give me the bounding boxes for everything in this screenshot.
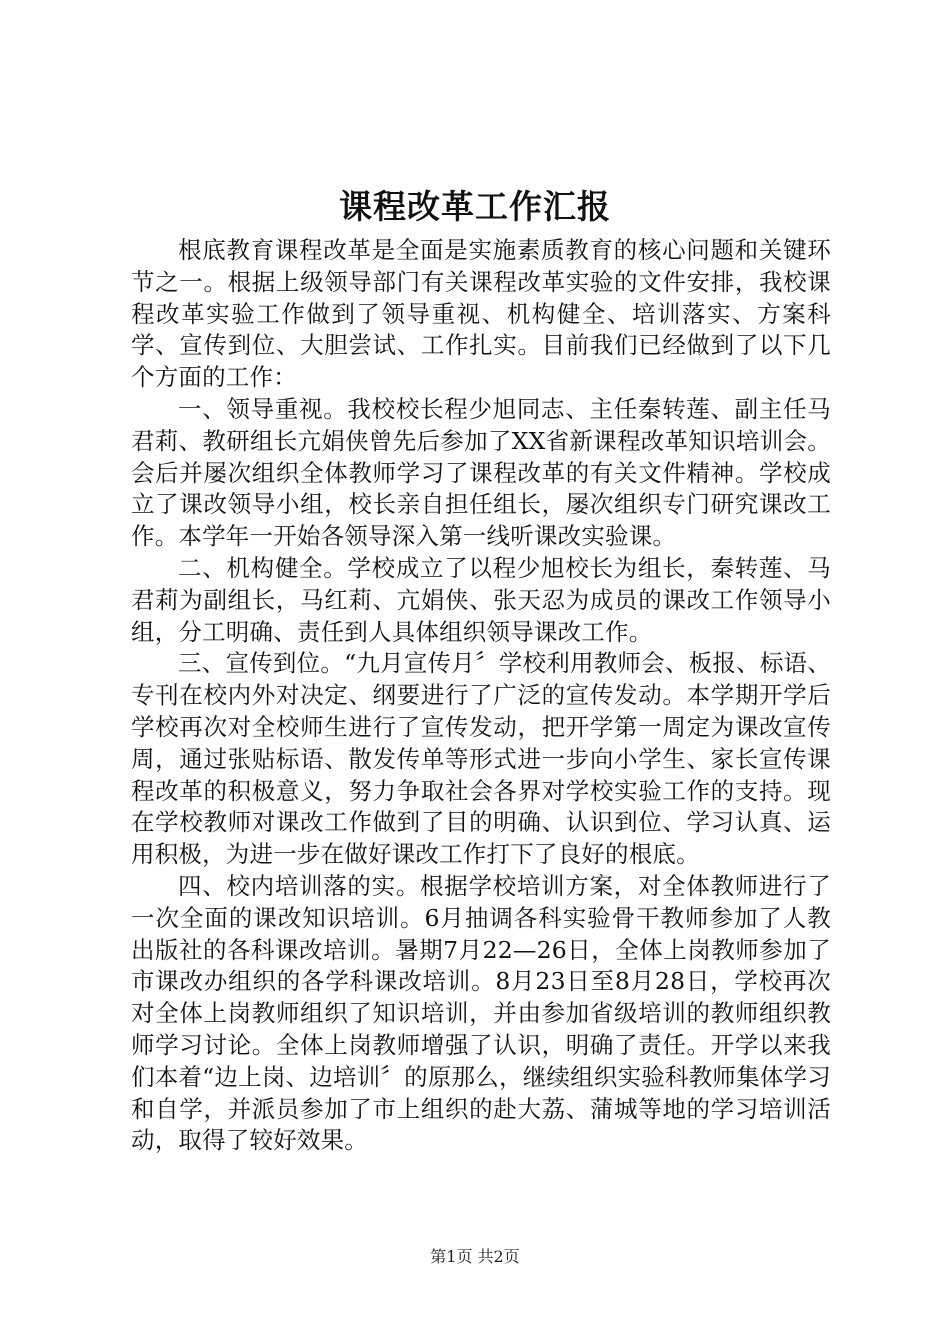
paragraph-intro: 根底教育课程改革是全面是实施素质教育的核心问题和关键环节之一。根据上级领导部门有关课程改革实验的文件安排，我校课程改革实验工作做到了领导重视、机构健全、培训落实、方案科学、宣传到位、大胆尝试、工作扎实。目前我们已经做到了以下几个方面的工作： <box>131 236 831 392</box>
paragraph-publicity: 三、宣传到位。“九月宣传月〞学校利用教师会、板报、标语、专刊在校内外对决定、纲要进行了广泛的宣传发动。本学期开学后学校再次对全校师生进行了宣传发动，把开学第一周定为课改宣传周，通过张贴标语、散发传单等形式进一步向小学生、家长宣传课程改革的积极意义，努力争取社会各界对学校实验工作的支持。现在学校教师对课改工作做到了目的明确、认识到位、学习认真、运用积极，为进一步在做好课改工作打下了良好的根底。 <box>131 649 831 869</box>
paragraph-organization: 二、机构健全。学校成立了以程少旭校长为组长，秦转莲、马君莉为副组长，马红莉、亢娟侠、张天忍为成员的课改工作领导小组，分工明确、责任到人具体组织领导课改工作。 <box>131 553 831 646</box>
document-body <box>131 235 831 1157</box>
document-title: 课程改革工作汇报 <box>339 187 611 226</box>
paragraph-training: 四、校内培训落的实。根据学校培训方案，对全体教师进行了一次全面的课改知识培训。6月抽调各科实验骨干教师参加了人教出版社的各科课改培训。暑期7月22—26日，全体上岗教师参加了市课改办组织的各学科课改培训。8月23日至8月28日，学校再次对全体上岗教师组织了知识培训，并由参加省级培训的教师组织教师学习讨论。全体上岗教师增强了认识，明确了责任。开学以来我们本着“边上岗、边培训〞的原那么，继续组织实验科教师集体学习和自学，并派员参加了市上组织的赴大荔、蒲城等地的学习培训活动，取得了较好效果。 <box>131 871 831 1155</box>
paragraph-leadership: 一、领导重视。我校校长程少旭同志、主任秦转莲、副主任马君莉、教研组长亢娟侠曾先后参加了XX省新课程改革知识培训会。会后并屡次组织全体教师学习了课程改革的有关文件精神。学校成立了课改领导小组，校长亲自担任组长，屡次组织专门研究课改工作。本学年一开始各领导深入第一线听课改实验课。 <box>131 394 831 551</box>
page-number-footer: 第1页 共2页 <box>430 1247 520 1266</box>
